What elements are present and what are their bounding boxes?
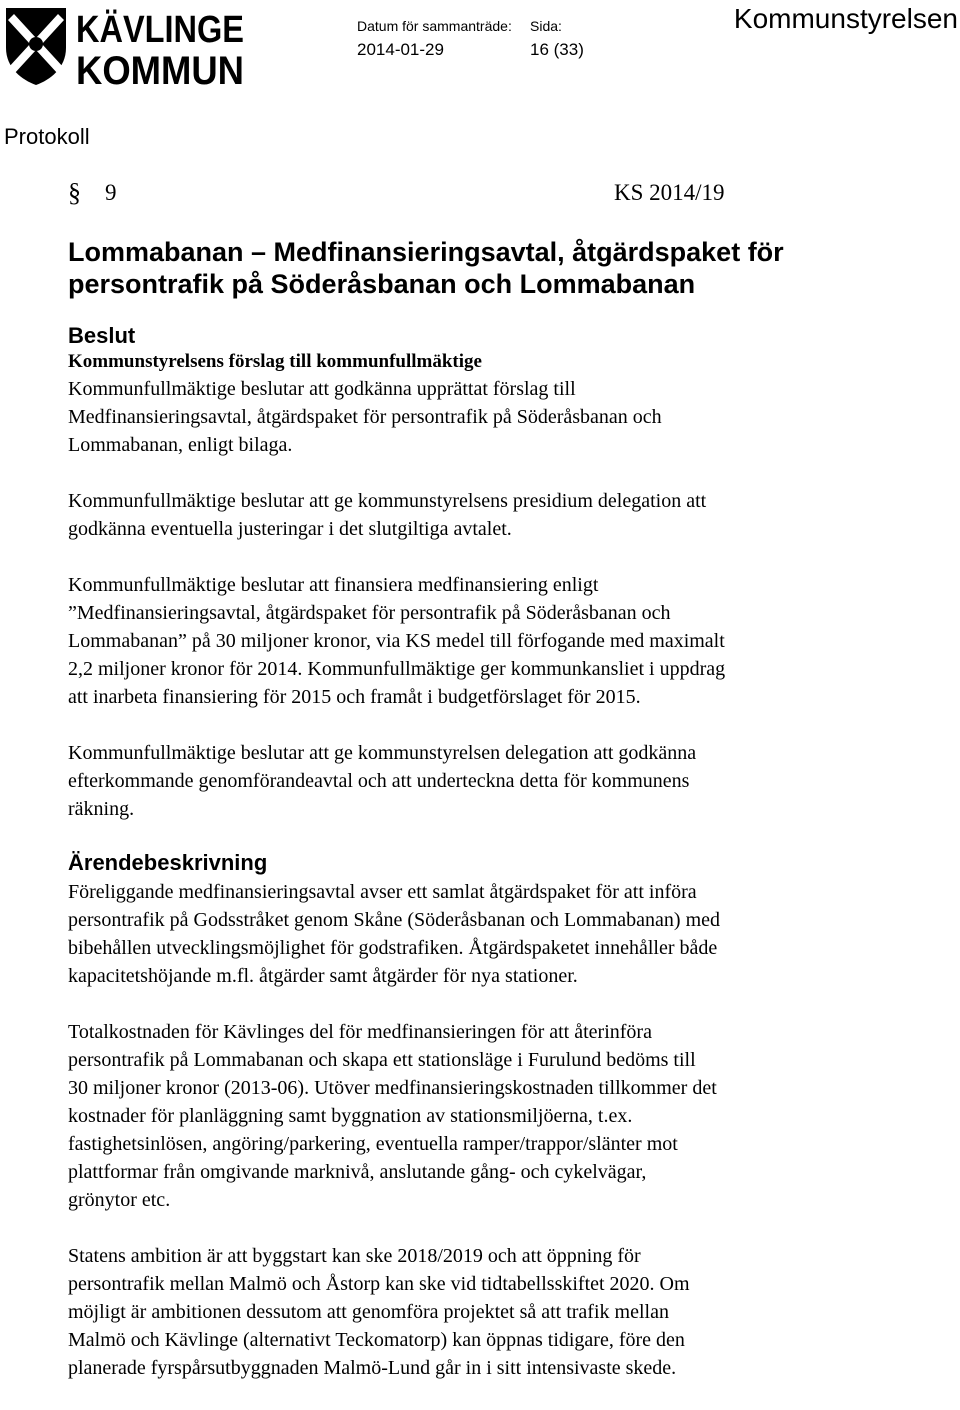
decision-paragraph: Kommunfullmäktige beslutar att ge kommunstyrelsens presidium delegation att godkänna eventuella justeringar i det slutgiltiga avtalet. xyxy=(68,490,707,540)
municipal-crest-icon xyxy=(4,6,273,93)
meeting-date: 2014-01-29 xyxy=(357,40,444,59)
decision-paragraph: Kommunfullmäktige beslutar att ge kommunstyrelsen delegation att godkänna efterkommande genomförandeavtal och att underteckna detta för kommunens räkning. xyxy=(68,742,697,820)
page-number: 16 (33) xyxy=(530,40,584,59)
case-reference: KS 2014/19 xyxy=(614,180,725,205)
document-type-label: Protokoll xyxy=(4,124,90,149)
item-title: Lommabanan – Medfinansieringsavtal, åtgärdspaket för persontrafik på Söderåsbanan och Lommabanan xyxy=(68,237,784,299)
description-paragraph: Föreliggande medfinansieringsavtal avser ett samlat åtgärdspaket för att införa persontrafik på Godsstråket genom Skåne (Söderåsbanan och Lommabanan) med bibehållen utvecklingsmöjlighet för godstrafiken. Åtgärdspaketet innehåller både kapacitetshöjande m.fl. åtgärder samt åtgärder för nya stationer. xyxy=(68,881,721,987)
svg-text:KOMMUN: KOMMUN xyxy=(76,49,244,93)
decision-paragraph: Kommunfullmäktige beslutar att godkänna upprättat förslag till Medfinansieringsavtal, åtgärdspaket för persontrafik på Söderåsbanan och Lommabanan, enligt bilaga. xyxy=(68,378,662,456)
description-paragraph: Totalkostnaden för Kävlinges del för medfinansieringen för att återinföra persontrafik på Lommabanan och skapa ett stationsläge i Furulund bedöms till 30 miljoner kronor (2013-06). Utöver medfinansieringskostnaden tillkommer det kostnader för planläggning samt byggnation av stationsmiljöerna, t.ex. fastighetsinlösen, angöring/parkering, eventuella ramper/trappor/slänter mot plattformar från omgivande marknivå, anslutande gång- och cykelvägar, grönytor etc. xyxy=(68,1021,717,1211)
page-label: Sida: xyxy=(530,18,562,34)
svg-text:KÄVLINGE: KÄVLINGE xyxy=(76,9,273,51)
decision-heading: Beslut xyxy=(68,323,136,348)
paragraph-symbol: § xyxy=(68,178,81,207)
document-body xyxy=(68,236,948,1410)
proposal-subheading: Kommunstyrelsens förslag till kommunfullmäktige xyxy=(68,351,482,372)
kavlinge-kommun-logo xyxy=(4,6,273,93)
description-paragraph: Statens ambition är att byggstart kan ske 2018/2019 och att öppning för persontrafik mellan Malmö och Åstorp kan ske vid tidtabellsskiftet 2020. Om möjligt är ambitionen dessutom att genomföra projektet så att trafik mellan Malmö och Kävlinge (alternativt Teckomatorp) kan öppnas tidigare, före den planerade fyrspårsutbyggnaden Malmö-Lund går in i sitt intensivaste skede. xyxy=(68,1245,690,1379)
description-heading: Ärendebeskrivning xyxy=(68,850,268,875)
item-number: 9 xyxy=(105,180,117,205)
organization-title: Kommunstyrelsen xyxy=(733,3,958,34)
meeting-date-label: Datum för sammanträde: xyxy=(357,18,512,34)
decision-paragraph: Kommunfullmäktige beslutar att finansiera medfinansiering enligt ”Medfinansieringsavtal, åtgärdspaket för persontrafik på Söderåsbanan och Lommabanan” på 30 miljoner kronor, via KS medel till förfogande med maximalt 2,2 miljoner kronor för 2014. Kommunfullmäktige ger kommunkansliet i uppdrag att inarbeta finansiering för 2015 och framåt i budgetförslaget för 2015. xyxy=(68,574,726,708)
